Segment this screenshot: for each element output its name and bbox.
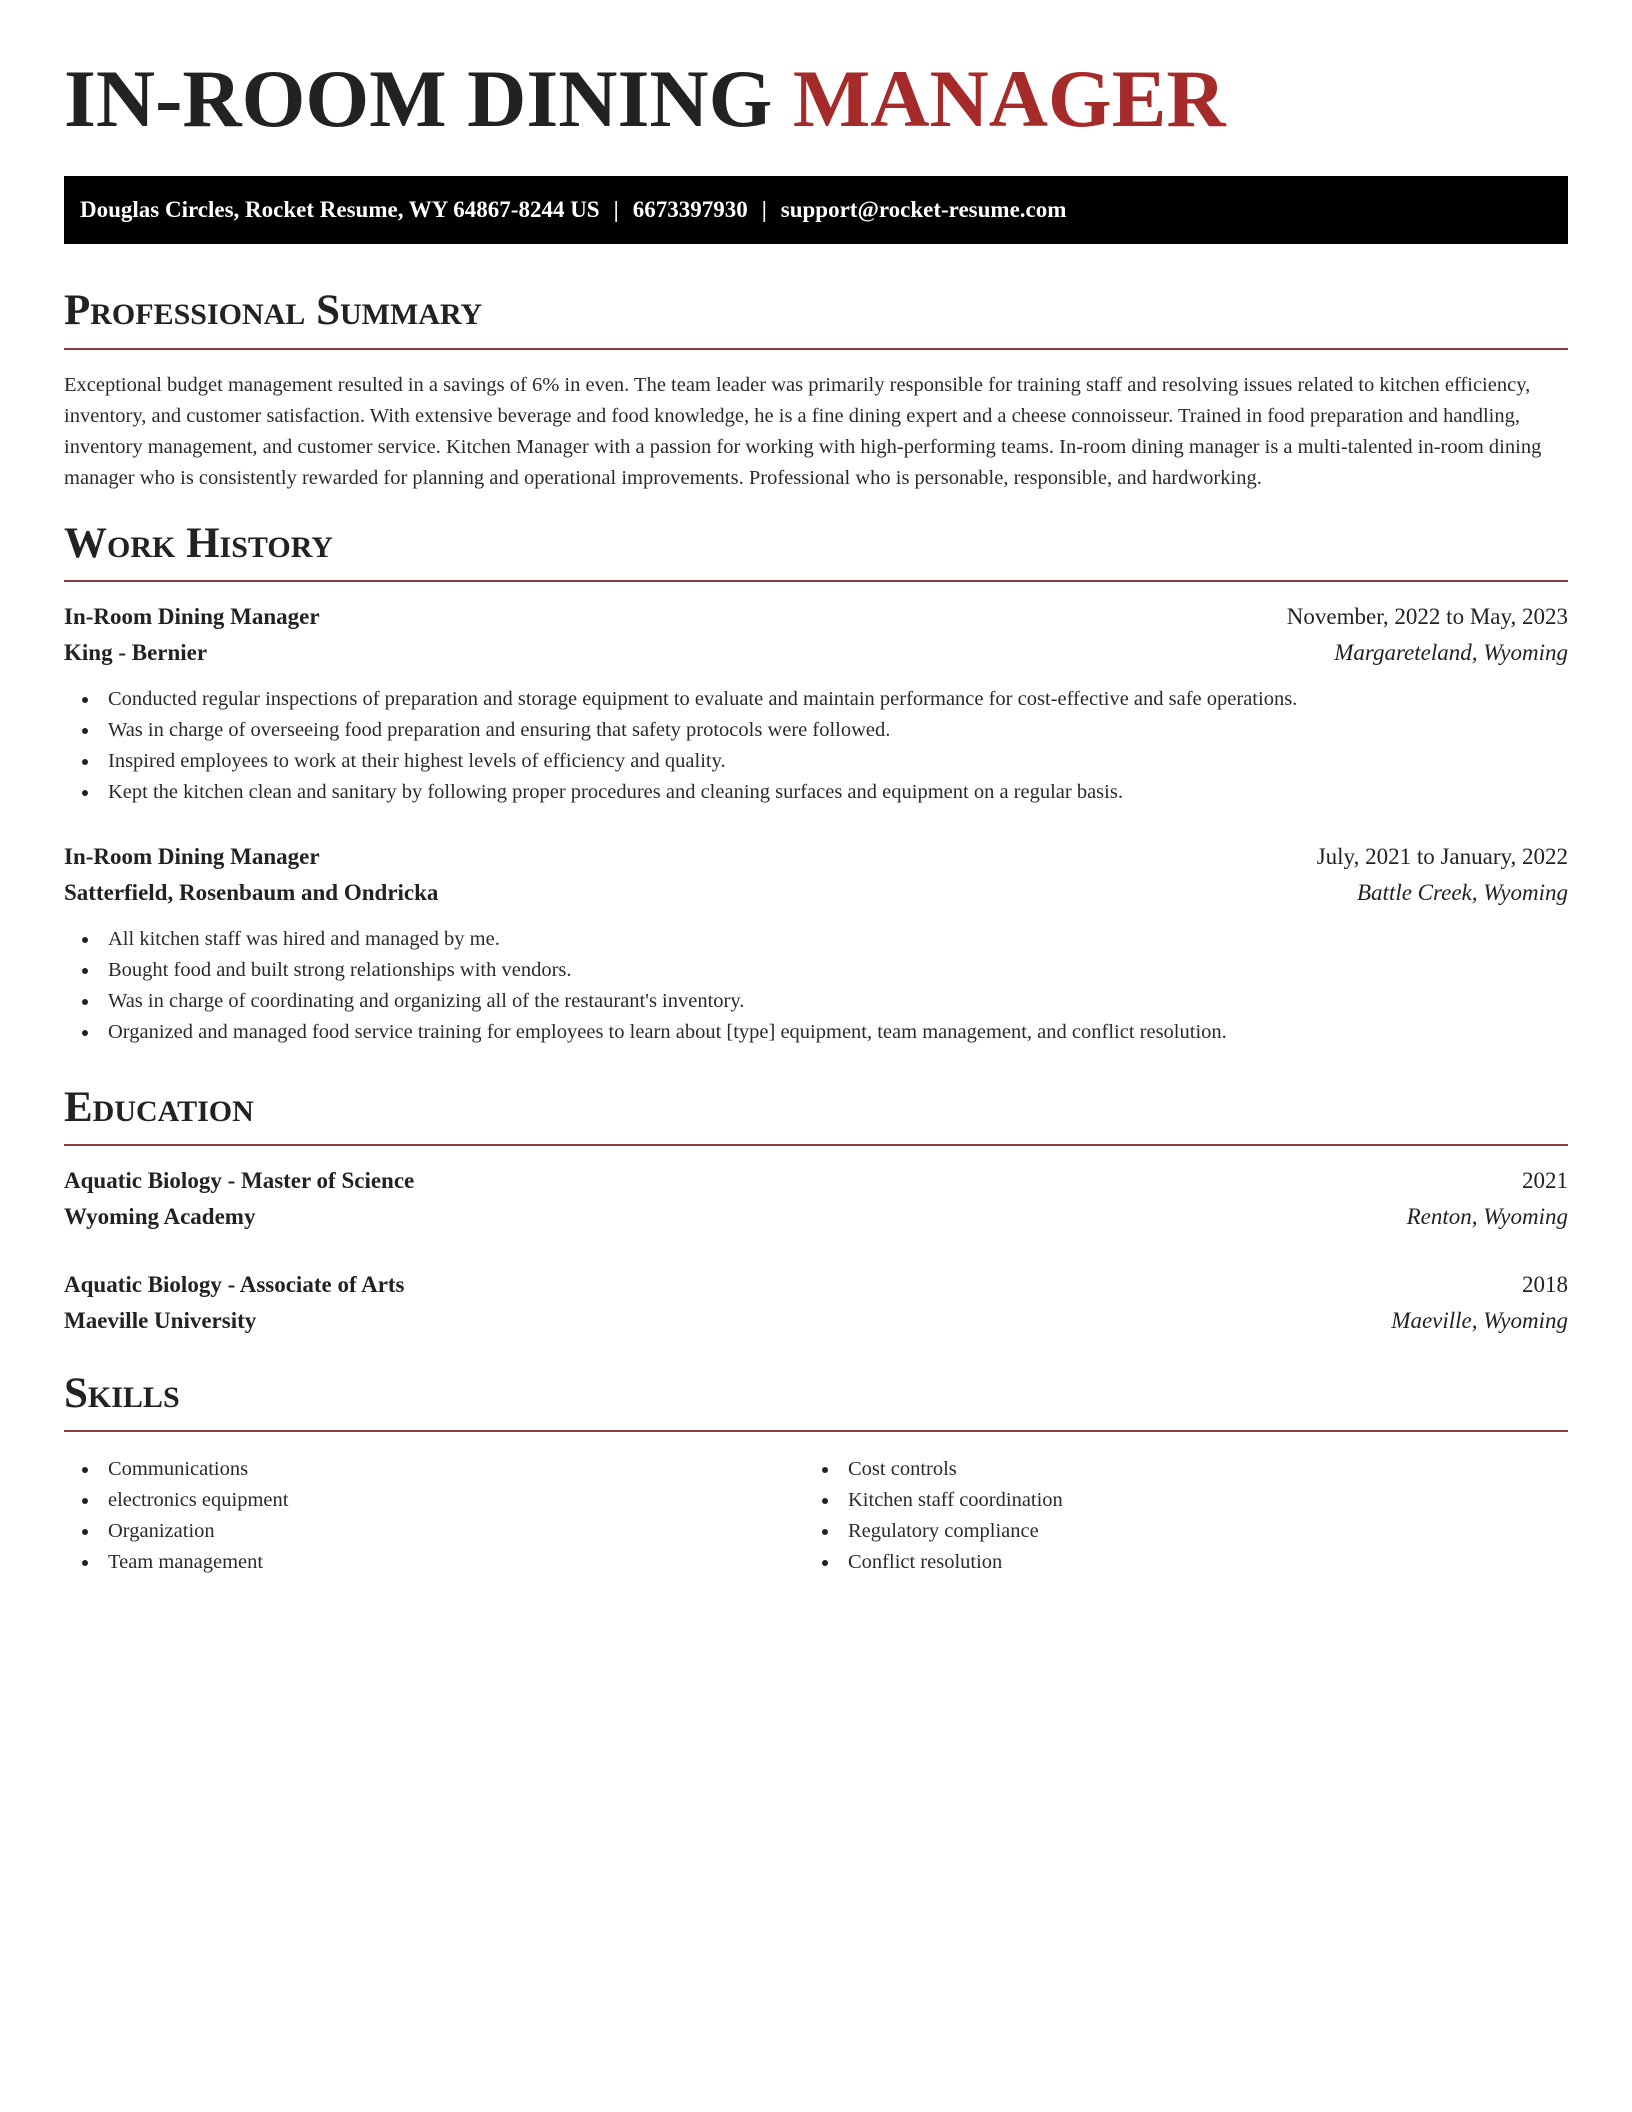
education-divider <box>64 1144 1568 1146</box>
job-dates: November, 2022 to May, 2023 <box>1286 604 1568 629</box>
skills-list-right <box>804 1454 1544 1578</box>
list-item: Kept the kitchen clean and sanitary by following proper procedures and cleaning surfaces and equipment on a regular basis. <box>64 777 1568 808</box>
list-item: Inspired employees to work at their highest levels of efficiency and quality. <box>64 746 1568 777</box>
skill-item: Kitchen staff coordination <box>804 1485 1544 1516</box>
job-header-row <box>64 845 1568 868</box>
education-location: Maeville, Wyoming <box>1391 1308 1568 1333</box>
education-degree-row <box>64 1273 1568 1296</box>
job-header-row <box>64 605 1568 628</box>
job-location: Battle Creek, Wyoming <box>1357 880 1568 905</box>
skill-item: electronics equipment <box>64 1485 804 1516</box>
education-year: 2018 <box>1522 1272 1568 1297</box>
title-primary: IN-ROOM DINING <box>64 53 773 144</box>
skills-heading: Skills <box>64 1370 180 1417</box>
skill-item: Team management <box>64 1547 804 1578</box>
job-title: In-Room Dining Manager <box>64 604 320 629</box>
job-bullets <box>64 924 1568 1048</box>
skill-item: Cost controls <box>804 1454 1544 1485</box>
skills-divider <box>64 1430 1568 1432</box>
list-item: Was in charge of overseeing food preparation and ensuring that safety protocols were followed. <box>64 715 1568 746</box>
skill-item: Conflict resolution <box>804 1547 1544 1578</box>
education-degree-row <box>64 1169 1568 1192</box>
summary-heading: Professional Summary <box>64 287 483 334</box>
contact-phone: 6673397930 <box>632 197 748 222</box>
list-item: All kitchen staff was hired and managed by me. <box>64 924 1568 955</box>
contact-email: support@rocket-resume.com <box>780 197 1067 222</box>
education-year: 2021 <box>1522 1168 1568 1193</box>
education-location: Renton, Wyoming <box>1406 1204 1568 1229</box>
job-company-row <box>64 881 1568 904</box>
summary-text: Exceptional budget management resulted in a savings of 6% in even. The team leader was primarily responsible for training staff and resolving issues related to kitchen efficiency, inventory, and customer satisfaction. With extensive beverage and food knowledge, he is a fine dining expert and a cheese connoisseur. Trained in food preparation and handling, inventory management, and customer service. Kitchen Manager with a passion for working with high-performing teams. In-room dining manager is a multi-talented in-room dining manager who is consistently rewarded for planning and operational improvements. Professional who is personable, responsible, and hardworking. <box>64 374 1542 489</box>
education-degree: Aquatic Biology - Associate of Arts <box>64 1272 405 1297</box>
skill-item: Organization <box>64 1516 804 1547</box>
work-history-heading: Work History <box>64 520 333 567</box>
job-dates: July, 2021 to January, 2022 <box>1316 844 1568 869</box>
skill-item: Regulatory compliance <box>804 1516 1544 1547</box>
list-item: Was in charge of coordinating and organizing all of the restaurant's inventory. <box>64 986 1568 1017</box>
education-degree: Aquatic Biology - Master of Science <box>64 1168 415 1193</box>
contact-separator: | <box>613 197 619 222</box>
summary-divider <box>64 348 1568 350</box>
list-item: Organized and managed food service training for employees to learn about [type] equipment, team management, and conflict resolution. <box>64 1017 1568 1048</box>
education-school-row <box>64 1309 1568 1332</box>
job-bullets <box>64 684 1568 808</box>
job-company: King - Bernier <box>64 640 208 665</box>
job-location: Margareteland, Wyoming <box>1334 640 1568 665</box>
education-school: Wyoming Academy <box>64 1204 256 1229</box>
skills-list-left <box>64 1454 804 1578</box>
education-heading: Education <box>64 1084 254 1131</box>
title-accent: MANAGER <box>792 53 1226 144</box>
list-item: Conducted regular inspections of preparation and storage equipment to evaluate and maintain performance for cost-effective and safe operations. <box>64 684 1568 715</box>
job-company-row <box>64 641 1568 664</box>
education-school: Maeville University <box>64 1308 257 1333</box>
contact-separator: | <box>761 197 767 222</box>
education-school-row <box>64 1205 1568 1228</box>
job-title: In-Room Dining Manager <box>64 844 320 869</box>
contact-bar <box>64 176 1568 244</box>
job-company: Satterfield, Rosenbaum and Ondricka <box>64 880 439 905</box>
list-item: Bought food and built strong relationships with vendors. <box>64 955 1568 986</box>
resume-title <box>64 53 1226 144</box>
work-history-divider <box>64 580 1568 582</box>
contact-address: Douglas Circles, Rocket Resume, WY 64867-8244 US <box>80 197 600 222</box>
skill-item: Communications <box>64 1454 804 1485</box>
